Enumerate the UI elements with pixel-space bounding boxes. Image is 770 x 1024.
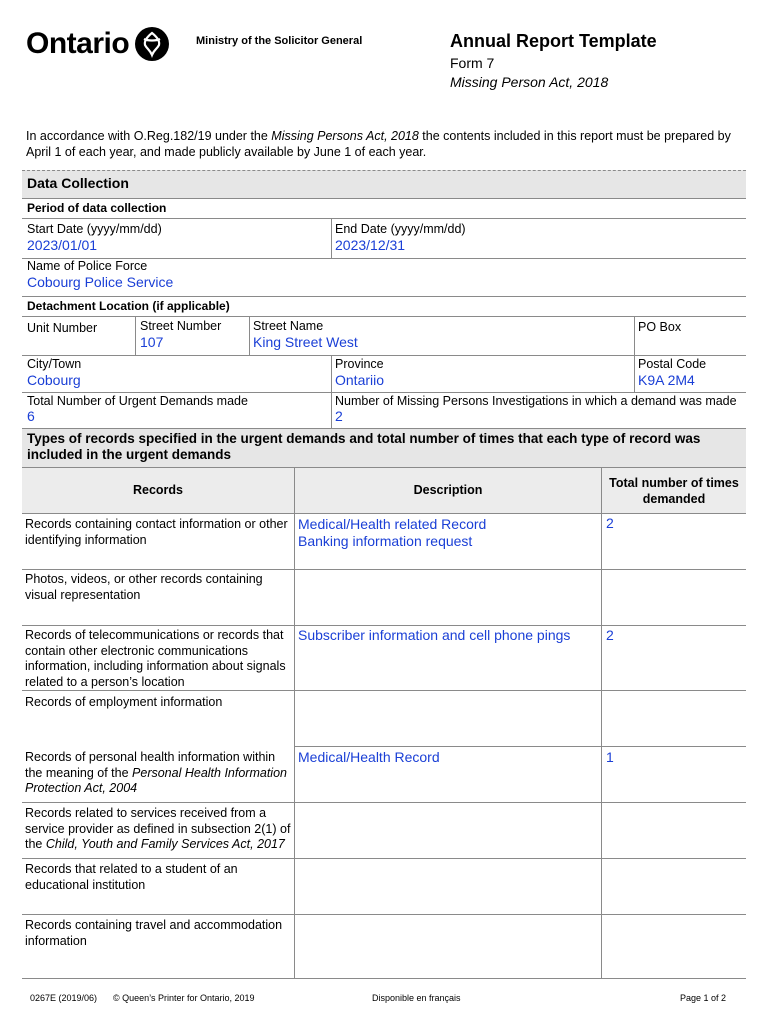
table-row-4-total[interactable]	[606, 694, 742, 744]
urgent-demands-field[interactable]: 6	[27, 408, 35, 424]
end-date-label: End Date (yyyy/mm/dd)	[335, 222, 466, 236]
table-row-1-record	[25, 517, 288, 548]
table-row-5-record	[25, 750, 287, 797]
table-row-3-record	[25, 628, 286, 690]
period-label: Period of data collection	[27, 201, 167, 215]
table-row-6-record	[25, 806, 290, 853]
start-date-label: Start Date (yyyy/mm/dd)	[27, 222, 162, 236]
record-text-italic: Protection Act, 2004	[25, 781, 138, 795]
act-name: Missing Person Act, 2018	[450, 74, 609, 90]
logo-wordmark: Ontario	[26, 27, 130, 60]
table-row-8-total[interactable]	[606, 918, 742, 974]
col-total-line1: Total number of times	[609, 476, 739, 490]
col-records-header: Records	[132, 483, 184, 497]
po-box-label: PO Box	[638, 320, 682, 334]
record-text: educational institution	[25, 877, 146, 892]
ministry-name: Ministry of the Solicitor General	[196, 35, 363, 47]
table-row-2-total[interactable]	[606, 572, 742, 622]
urgent-demands-label: Total Number of Urgent Demands made	[27, 394, 248, 408]
footer-copyright: © Queen’s Printer for Ontario, 2019	[113, 993, 255, 1003]
street-number-field[interactable]: 107	[140, 334, 164, 350]
record-text: identifying information	[25, 532, 147, 547]
province-field[interactable]: Ontariio	[335, 372, 385, 388]
detachment-label: Detachment Location (if applicable)	[27, 299, 230, 313]
trillium-icon	[135, 27, 169, 61]
table-row-3-description[interactable]: Subscriber information and cell phone pings	[298, 627, 571, 643]
table-row-6-description[interactable]	[298, 806, 598, 856]
footer-form-code: 0267E (2019/06)	[30, 993, 98, 1003]
col-description-header: Description	[413, 483, 483, 497]
intro-act: Missing Persons Act, 2018	[271, 129, 419, 143]
intro-paragraph	[26, 128, 746, 160]
table-row-1-description[interactable]	[298, 516, 486, 550]
province-label: Province	[335, 357, 384, 371]
form-number: Form 7	[450, 55, 495, 71]
city-label: City/Town	[27, 357, 82, 371]
postal-code-field[interactable]: K9A 2M4	[638, 372, 695, 388]
intro-prefix: In accordance with O.Reg.182/19 under the	[26, 129, 272, 143]
data-collection-title: Data Collection	[27, 175, 129, 191]
record-text: visual representation	[25, 587, 141, 602]
table-row-7-description[interactable]	[298, 862, 598, 912]
report-title: Annual Report Template	[450, 31, 657, 51]
record-text: Records of personal health information within	[25, 750, 276, 764]
table-row-8-description[interactable]	[298, 918, 598, 974]
street-name-field[interactable]: King Street West	[253, 334, 358, 350]
investigations-label: Number of Missing Persons Investigations in which a demand was made	[335, 394, 737, 408]
col-total-header	[602, 475, 746, 507]
record-text: Records of telecommunications or records that	[25, 628, 284, 642]
record-text: Records related to services received from a	[25, 806, 267, 820]
footer-french: Disponible en français	[372, 993, 461, 1003]
description-text: Medical/Health related Record	[298, 516, 487, 532]
table-row-4-record: Records of employment information	[25, 695, 223, 709]
footer-page-number: Page 1 of 2	[680, 993, 727, 1003]
police-force-label: Name of Police Force	[27, 259, 148, 273]
records-title-line1: Types of records specified in the urgent demands and total number of times that each type of record was	[27, 431, 701, 446]
table-row-7-total[interactable]	[606, 862, 742, 912]
table-row-3-total[interactable]: 2	[606, 627, 614, 643]
unit-number-label: Unit Number	[27, 321, 98, 335]
start-date-field[interactable]: 2023/01/01	[27, 237, 98, 253]
unit-number-field[interactable]	[27, 335, 131, 352]
table-row-2-record	[25, 572, 263, 603]
record-text: Photos, videos, or other records containing	[25, 572, 263, 586]
col-total-line2: demanded	[642, 492, 706, 506]
record-text-italic: Personal Health Information	[132, 765, 287, 780]
investigations-field[interactable]: 2	[335, 408, 343, 424]
record-text: information	[25, 933, 87, 948]
table-row-4-description[interactable]	[298, 694, 598, 744]
record-text: information, including information about signals	[25, 659, 286, 673]
table-row-1-total[interactable]: 2	[606, 515, 614, 531]
table-row-6-total[interactable]	[606, 806, 742, 856]
record-text: related to a person’s location	[25, 674, 185, 689]
table-row-8-record	[25, 918, 282, 949]
ontario-logo	[26, 24, 169, 64]
data-collection-header	[22, 170, 746, 199]
table-row-7-record	[25, 862, 238, 893]
police-force-field[interactable]: Cobourg Police Service	[27, 274, 174, 290]
records-title-line2: included in the urgent demands	[27, 447, 232, 462]
record-text-italic: Child, Youth and Family Services Act, 2017	[45, 837, 285, 851]
record-text: Records containing contact information or other	[25, 517, 288, 531]
table-row-5-total[interactable]: 1	[606, 749, 614, 765]
street-name-label: Street Name	[253, 319, 324, 333]
description-text: Banking information request	[298, 533, 473, 549]
po-box-field[interactable]	[638, 335, 738, 352]
record-text: Records containing travel and accommodation	[25, 918, 283, 932]
end-date-field[interactable]: 2023/12/31	[335, 237, 406, 253]
postal-code-label: Postal Code	[638, 357, 707, 371]
record-text: Records that related to a student of an	[25, 862, 238, 876]
record-text: the meaning of the	[25, 765, 133, 780]
table-row-2-description[interactable]	[298, 572, 598, 622]
table-row-5-description[interactable]: Medical/Health Record	[298, 749, 440, 765]
record-text: the	[25, 837, 46, 851]
intro-suffix: the contents included in this report must be prepared by	[418, 129, 731, 143]
records-section-title	[27, 431, 700, 463]
intro-line2: April 1 of each year, and made publicly available by June 1 of each year.	[26, 145, 427, 159]
record-text: service provider as defined in subsection 2(1) of	[25, 821, 291, 836]
record-text: contain other electronic communications	[25, 643, 249, 658]
city-field[interactable]: Cobourg	[27, 372, 81, 388]
street-number-label: Street Number	[140, 319, 222, 333]
